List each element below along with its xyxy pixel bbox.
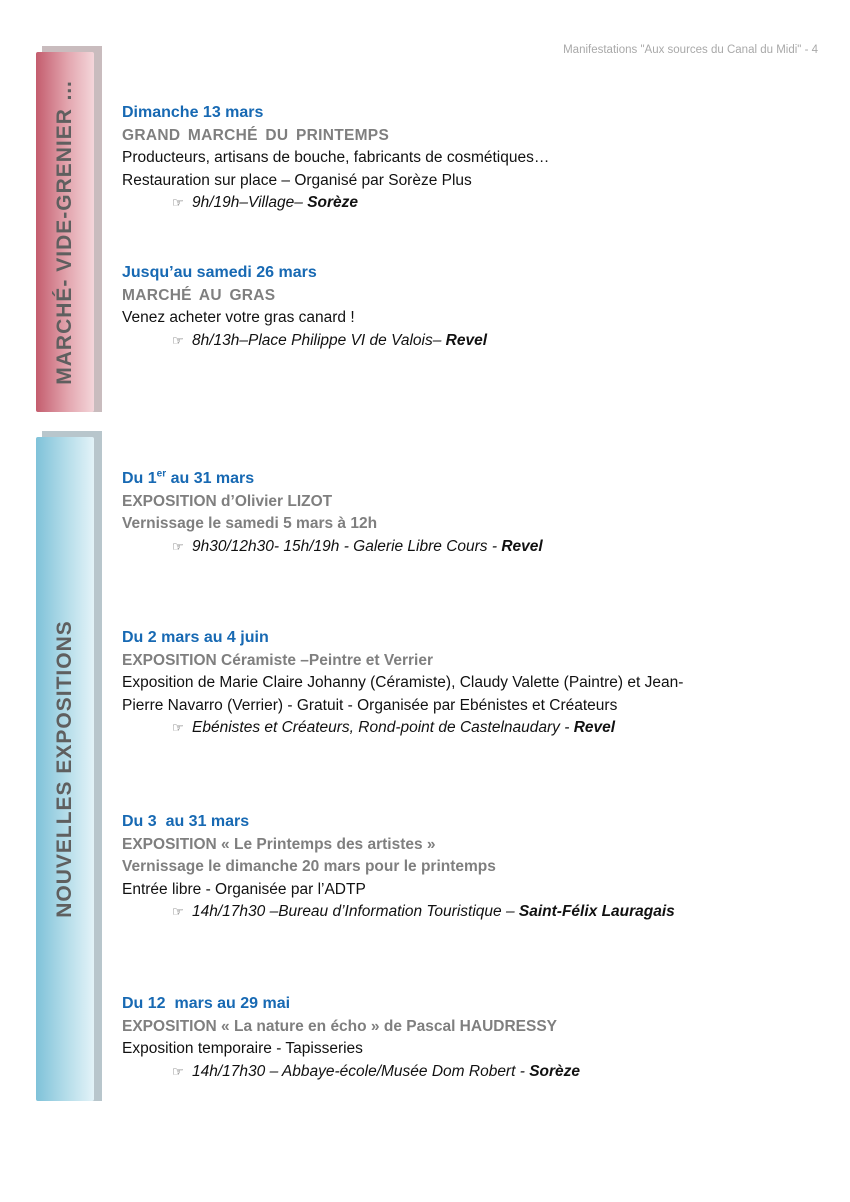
event-title: EXPOSITION d’Olivier LIZOT <box>122 492 333 510</box>
event-date: Jusqu’au samedi 26 mars <box>122 264 317 281</box>
event-description: Entrée libre - Organisée par l’ADTP <box>122 880 366 898</box>
event-city: Sorèze <box>307 194 359 211</box>
event-date: Du 2 mars au 4 juin <box>122 629 269 646</box>
event-location-text: 14h/17h30 –Bureau d’Information Touristique – <box>192 903 519 920</box>
event-description: Producteurs, artisans de bouche, fabricants de cosmétiques… <box>122 149 550 166</box>
event-block <box>122 993 822 1083</box>
pointing-hand-icon: ☞ <box>172 195 184 210</box>
event-city: Revel <box>445 331 488 349</box>
event-city: Revel <box>573 719 616 736</box>
event-date: Dimanche 13 mars <box>122 104 264 121</box>
event-date: Du 3 au 31 mars <box>122 813 250 830</box>
event-city: Revel <box>501 537 543 555</box>
event-location <box>122 536 822 559</box>
page-header: Manifestations "Aux sources du Canal du Midi" - 4 <box>563 44 818 56</box>
event-date-part: au 31 mars <box>166 470 255 487</box>
pointing-hand-icon: ☞ <box>172 1063 184 1079</box>
event-location-text: 14h/17h30 – Abbaye-école/Musée Dom Robert - <box>192 1062 530 1080</box>
event-location <box>122 717 822 740</box>
event-block <box>122 468 822 558</box>
event-location-text: Ebénistes et Créateurs, Rond-point de Castelnaudary - <box>192 719 574 736</box>
event-description: Exposition de Marie Claire Johanny (Céramiste), Claudy Valette (Paintre) et Jean- <box>122 674 684 691</box>
event-city: Sorèze <box>529 1062 581 1080</box>
event-block <box>122 102 822 215</box>
pointing-hand-icon: ☞ <box>172 538 184 554</box>
event-location <box>122 1061 822 1084</box>
event-location <box>122 192 822 215</box>
event-city: Saint-Félix Lauragais <box>518 903 675 920</box>
event-description: Exposition temporaire - Tapisseries <box>122 1040 363 1057</box>
event-location-text: 9h30/12h30- 15h/19h - Galerie Libre Cours - <box>192 537 502 555</box>
event-description: Pierre Navarro (Verrier) - Gratuit - Organisée par Ebénistes et Créateurs <box>122 696 618 714</box>
event-subtitle: Vernissage le samedi 5 mars à 12h <box>122 515 378 532</box>
pointing-hand-icon: ☞ <box>172 720 184 735</box>
section-tab-market <box>36 52 94 412</box>
pointing-hand-icon: ☞ <box>172 332 184 348</box>
event-location-text: 9h/19h–Village– <box>192 194 308 211</box>
event-block <box>122 262 822 352</box>
event-title: EXPOSITION Céramiste –Peintre et Verrier <box>122 651 433 669</box>
event-location <box>122 330 822 353</box>
event-description: Restauration sur place – Organisé par Sorèze Plus <box>122 171 472 189</box>
event-date: Du 12 mars au 29 mai <box>122 995 291 1012</box>
event-title: GRAND MARCHÉ DU PRINTEMPS <box>122 126 390 144</box>
event-subtitle: Vernissage le dimanche 20 mars pour le printemps <box>122 858 496 875</box>
event-date-part: Du 1 <box>122 470 157 487</box>
section-tab-expo <box>36 437 94 1101</box>
event-title: EXPOSITION « La nature en écho » de Pascal HAUDRESSY <box>122 1017 557 1035</box>
event-block <box>122 627 822 740</box>
section-label-expo: NOUVELLES EXPOSITIONS <box>53 620 76 918</box>
event-title: MARCHÉ AU GRAS <box>122 286 276 304</box>
event-title: EXPOSITION « Le Printemps des artistes » <box>122 835 436 853</box>
event-date <box>122 468 822 491</box>
section-label-market: MARCHÉ- VIDE-GRENIER … <box>53 79 76 385</box>
event-date-superscript: er <box>156 468 167 480</box>
event-location <box>122 901 822 924</box>
event-location-text: 8h/13h–Place Philippe VI de Valois– <box>192 331 446 349</box>
event-description: Venez acheter votre gras canard ! <box>122 309 355 326</box>
event-block <box>122 811 822 924</box>
pointing-hand-icon: ☞ <box>172 904 184 919</box>
